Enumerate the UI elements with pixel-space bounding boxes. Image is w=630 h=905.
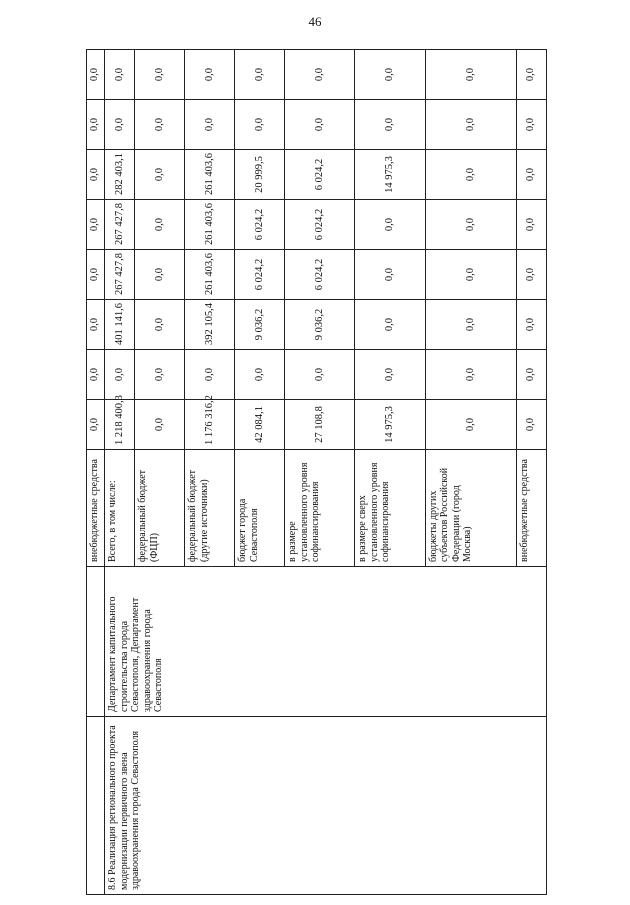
value-cell: 0,0: [135, 250, 185, 300]
value-cell: 0,0: [135, 200, 185, 250]
value-cell: 261 403,6: [185, 200, 235, 250]
value-cell: 0,0: [285, 350, 355, 400]
value-cell: 0,0: [87, 200, 105, 250]
value-cell: 0,0: [285, 50, 355, 100]
page-number: 46: [308, 14, 322, 29]
value-cell: 0,0: [425, 400, 516, 450]
source-label: в размере сверх установленного уровня софинансирования: [355, 450, 425, 567]
value-cell: 0,0: [105, 50, 135, 100]
value-cell: 14 975,3: [355, 400, 425, 450]
value-cell: 0,0: [87, 150, 105, 200]
value-cell: 6 024,2: [235, 250, 285, 300]
value-cell: 0,0: [516, 300, 546, 350]
value-cell: 42 084,1: [235, 400, 285, 450]
value-cell: 6 024,2: [285, 150, 355, 200]
value-cell: 0,0: [516, 250, 546, 300]
funding-table: [86, 49, 547, 895]
value-cell: 1 218 400,3: [105, 400, 135, 450]
value-cell: 267 427,8: [105, 200, 135, 250]
value-cell: 0,0: [185, 50, 235, 100]
source-label: внебюджетные средства: [516, 450, 546, 567]
value-cell: 0,0: [235, 350, 285, 400]
value-cell: 0,0: [105, 350, 135, 400]
value-cell: 0,0: [185, 350, 235, 400]
value-cell: 6 024,2: [285, 250, 355, 300]
value-cell: 14 975,3: [355, 150, 425, 200]
value-cell: 6 024,2: [235, 200, 285, 250]
value-cell: 0,0: [355, 200, 425, 250]
value-cell: 1 176 316,2: [185, 400, 235, 450]
value-cell: 20 999,5: [235, 150, 285, 200]
rotated-table-container: [86, 50, 547, 895]
value-cell: 392 105,4: [185, 300, 235, 350]
value-cell: 0,0: [355, 350, 425, 400]
value-cell: 401 141,6: [105, 300, 135, 350]
value-cell: 0,0: [135, 150, 185, 200]
value-cell: 0,0: [235, 100, 285, 150]
value-cell: 0,0: [285, 100, 355, 150]
value-cell: 0,0: [425, 200, 516, 250]
value-cell: 0,0: [425, 100, 516, 150]
source-label: федеральный бюджет (ФЦП): [135, 450, 185, 567]
value-cell: 0,0: [135, 50, 185, 100]
measure-name: 8.6 Реализация регионального проекта модернизации первичного звена здравоохранения города Севастополя: [105, 717, 547, 895]
source-label: внебюджетные средства: [87, 450, 105, 567]
value-cell: 0,0: [105, 100, 135, 150]
value-cell: 0,0: [87, 50, 105, 100]
value-cell: 0,0: [87, 300, 105, 350]
table-row: [105, 50, 135, 895]
value-cell: 0,0: [87, 350, 105, 400]
value-cell: 282 403,1: [105, 150, 135, 200]
value-cell: 0,0: [425, 50, 516, 100]
measure-executors: Департамент капитального строительства города Севастополя, Департамент здравоохранения города Севастополя: [105, 567, 547, 717]
value-cell: 0,0: [516, 150, 546, 200]
value-cell: 0,0: [516, 200, 546, 250]
value-cell: 0,0: [355, 50, 425, 100]
value-cell: 0,0: [355, 300, 425, 350]
value-cell: 6 024,2: [285, 200, 355, 250]
source-label: бюджеты других субъектов Российской Федерации (город Москва): [425, 450, 516, 567]
value-cell: 0,0: [516, 50, 546, 100]
value-cell: 267 427,8: [105, 250, 135, 300]
value-cell: 0,0: [516, 350, 546, 400]
value-cell: 0,0: [355, 100, 425, 150]
value-cell: 0,0: [87, 250, 105, 300]
value-cell: 9 036,2: [285, 300, 355, 350]
value-cell: 0,0: [135, 300, 185, 350]
value-cell: 0,0: [235, 50, 285, 100]
value-cell: 0,0: [185, 100, 235, 150]
table-cell: [87, 567, 105, 717]
table-row: [87, 50, 105, 895]
value-cell: 0,0: [135, 100, 185, 150]
source-label: Всего, в том числе:: [105, 450, 135, 567]
value-cell: 0,0: [425, 350, 516, 400]
value-cell: 0,0: [516, 100, 546, 150]
value-cell: 0,0: [135, 350, 185, 400]
value-cell: 0,0: [135, 400, 185, 450]
value-cell: 0,0: [425, 250, 516, 300]
value-cell: 0,0: [425, 150, 516, 200]
value-cell: 0,0: [87, 100, 105, 150]
value-cell: 0,0: [355, 250, 425, 300]
source-label: бюджет города Севастополя: [235, 450, 285, 567]
source-label: федеральный бюджет (другие источники): [185, 450, 235, 567]
source-label: в размере установленного уровня софинансирования: [285, 450, 355, 567]
value-cell: 261 403,6: [185, 250, 235, 300]
value-cell: 9 036,2: [235, 300, 285, 350]
value-cell: 0,0: [87, 400, 105, 450]
value-cell: 0,0: [516, 400, 546, 450]
value-cell: 0,0: [425, 300, 516, 350]
value-cell: 261 403,6: [185, 150, 235, 200]
value-cell: 27 108,8: [285, 400, 355, 450]
table-cell: [87, 717, 105, 895]
